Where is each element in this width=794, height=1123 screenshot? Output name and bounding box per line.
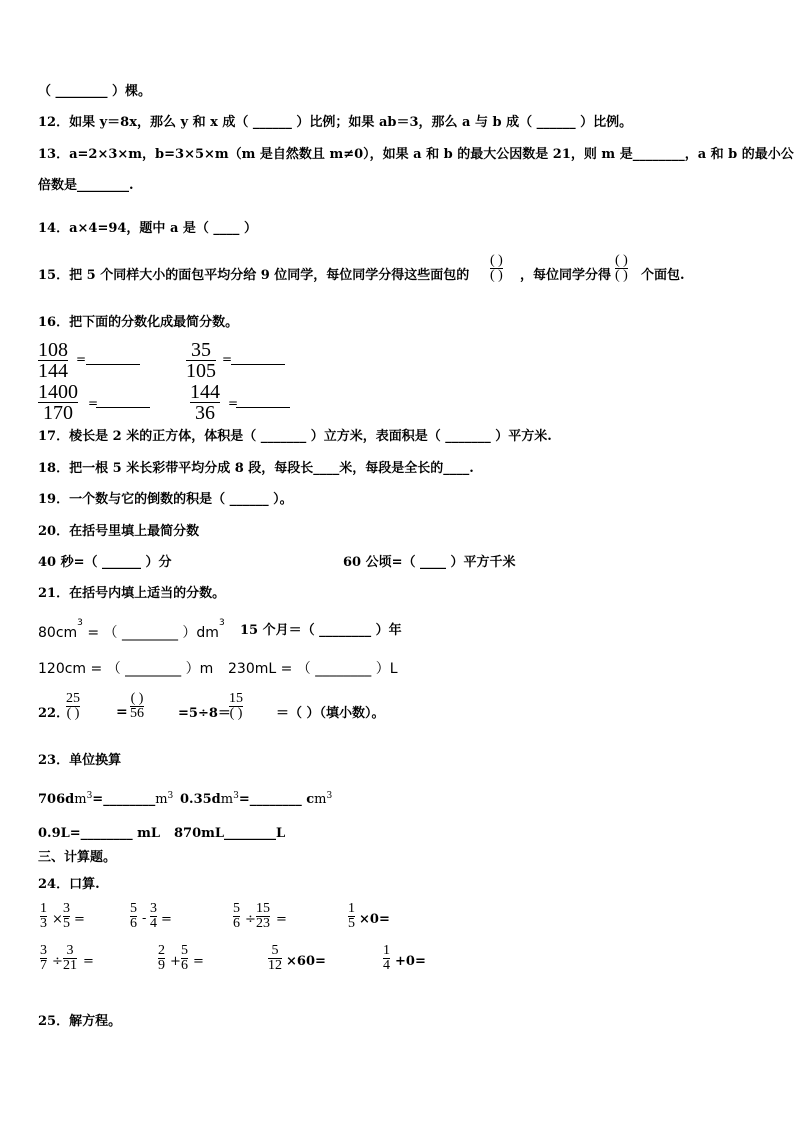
q12: 12．如果 y＝8x，那么 y 和 x 成（ ______ ）比例；如果 ab＝3，那么 a 与 b 成（ ______ ）比例。 bbox=[38, 115, 633, 130]
c5-eq: = bbox=[83, 954, 94, 969]
answer-line bbox=[231, 364, 285, 365]
q23-a: $706dm^3=\_\_\_\_\_\_\_\_m^3$ bbox=[38, 791, 174, 807]
c4-frac-a: 1 5 bbox=[348, 901, 355, 931]
q22-fraction-25: 25 ( ) bbox=[66, 691, 80, 721]
c2-frac-b: 3 4 bbox=[150, 901, 157, 931]
c1-frac-b: 3 5 bbox=[63, 901, 70, 931]
q21-b: 15 个月＝（ ________ ）年 bbox=[240, 623, 402, 638]
eq-sign: = bbox=[116, 704, 128, 720]
section-3-title: 三、计算题。 bbox=[38, 850, 117, 865]
eq-sign: = bbox=[228, 396, 239, 410]
q15-part1: 15．把 5 个同样大小的面包平均分给 9 位同学，每位同学分得这些面包的 bbox=[38, 268, 470, 283]
q21-c: 120cm = （ ________ ）m bbox=[38, 661, 214, 677]
q21: 21．在括号内填上适当的分数。 bbox=[38, 586, 226, 601]
fraction-1400-170: 1400 170 bbox=[38, 381, 78, 424]
q13-line1: 13．a=2×3×m，b=3×5×m（m 是自然数且 m≠0），如果 a 和 b 的最大公因数是 21，则 m 是________，a 和 b 的最小公 bbox=[38, 147, 794, 162]
c6-frac-a: 2 9 bbox=[158, 943, 165, 973]
c1-frac-a: 1 3 bbox=[40, 901, 47, 931]
c5-frac-a: 3 7 bbox=[40, 943, 47, 973]
answer-line bbox=[86, 364, 140, 365]
q22-mid: =5÷8＝ bbox=[178, 706, 231, 721]
q22-label: 22． bbox=[38, 706, 70, 721]
q15-part2: ，每位同学分得 bbox=[520, 268, 612, 283]
c4-op: ×0= bbox=[359, 912, 390, 927]
q13-line2: 倍数是________. bbox=[38, 178, 134, 193]
fraction-144-36: 144 36 bbox=[190, 381, 220, 424]
q25: 25．解方程。 bbox=[38, 1014, 122, 1029]
q15-f2-den: ( ) bbox=[615, 268, 628, 283]
q19: 19．一个数与它的倒数的积是（ ______ ）。 bbox=[38, 492, 293, 507]
q15-f1-num: ( ) bbox=[490, 253, 503, 268]
q15-part3: 个面包. bbox=[641, 268, 685, 283]
fraction-35-105: 35 105 bbox=[186, 339, 216, 382]
eq-sign: = bbox=[76, 352, 87, 366]
q23-d: 870mL________L bbox=[174, 826, 286, 841]
q23-c: 0.9L=________ mL bbox=[38, 826, 161, 841]
c3-eq: = bbox=[276, 912, 287, 927]
answer-line bbox=[96, 407, 150, 408]
q18: 18．把一根 5 米长彩带平均分成 8 段，每段长____米，每段是全长的____. bbox=[38, 461, 474, 476]
q22-end: ＝（ ）（填小数）。 bbox=[276, 706, 385, 721]
q22-fraction-15: 15 ( ) bbox=[229, 691, 243, 721]
c2-frac-a: 5 6 bbox=[130, 901, 137, 931]
q24: 24．口算. bbox=[38, 877, 100, 892]
q20-b: 60 公顷=（ ____ ）平方千米 bbox=[343, 555, 516, 570]
c6-frac-b: 5 6 bbox=[181, 943, 188, 973]
q21-a: $80cm^3$ = （ ________ ）$dm^3$ bbox=[38, 618, 225, 641]
c6-op: + bbox=[170, 954, 181, 969]
c3-op: ÷ bbox=[245, 912, 256, 927]
q15-fraction-1 bbox=[490, 254, 503, 283]
q23-b: $0.35dm^3=\_\_\_\_\_\_\_\_$ $cm^3$ bbox=[180, 791, 333, 807]
c7-frac-a: 5 12 bbox=[268, 943, 282, 973]
q20: 20．在括号里填上最简分数 bbox=[38, 524, 200, 539]
c3-frac-b: 15 23 bbox=[256, 901, 270, 931]
answer-line bbox=[236, 407, 290, 408]
q16: 16．把下面的分数化成最简分数。 bbox=[38, 315, 239, 330]
c2-op: - bbox=[142, 911, 147, 926]
q17: 17．棱长是 2 米的正方体，体积是（ _______ ）立方米，表面积是（ _______ ）平方米. bbox=[38, 429, 552, 444]
fraction-108-144: 108 144 bbox=[38, 339, 68, 382]
c6-eq: = bbox=[193, 954, 204, 969]
eq-sign: = bbox=[88, 396, 99, 410]
c8-op: +0= bbox=[395, 954, 426, 969]
q22-fraction-56: ( ) 56 bbox=[130, 691, 144, 721]
q14: 14．a×4=94，题中 a 是（ ____ ） bbox=[38, 221, 257, 236]
c7-op: ×60= bbox=[286, 954, 326, 969]
q21-d: 230mL = （ ________ ）L bbox=[228, 661, 398, 677]
q23: 23．单位换算 bbox=[38, 753, 122, 768]
q15-f1-den: ( ) bbox=[490, 268, 503, 283]
c5-frac-b: 3 21 bbox=[63, 943, 77, 973]
q15-f2-num: ( ) bbox=[615, 253, 628, 268]
c3-frac-a: 5 6 bbox=[233, 901, 240, 931]
q15-fraction-2 bbox=[615, 254, 628, 283]
q20-a: 40 秒=（ ______ ）分 bbox=[38, 555, 172, 570]
c1-eq: = bbox=[74, 912, 85, 927]
c1-op: × bbox=[52, 912, 63, 927]
eq-sign: = bbox=[222, 352, 233, 366]
q11-tail: （ ________ ）棵。 bbox=[38, 84, 152, 99]
c2-eq: = bbox=[161, 912, 172, 927]
c8-frac-a: 1 4 bbox=[383, 943, 390, 973]
c5-op: ÷ bbox=[52, 954, 63, 969]
